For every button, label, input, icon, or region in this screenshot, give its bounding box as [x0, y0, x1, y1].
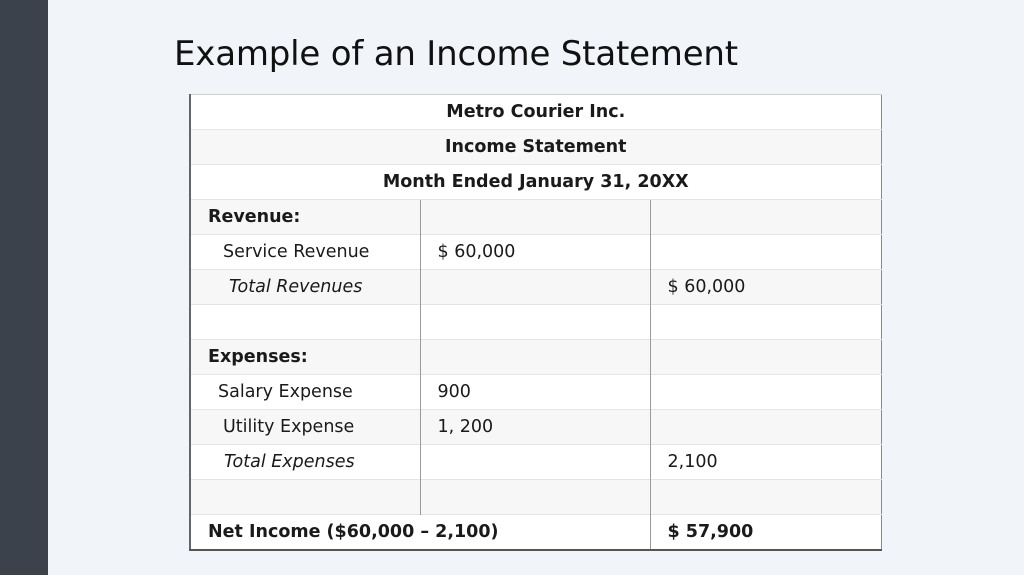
utility-expense-label: Utility Expense — [190, 410, 420, 445]
table-row — [190, 235, 881, 270]
empty-cell — [650, 235, 881, 270]
empty-cell — [190, 480, 420, 515]
empty-cell — [650, 375, 881, 410]
empty-cell — [420, 340, 650, 375]
salary-expense-amount: 900 — [420, 375, 650, 410]
empty-cell — [190, 305, 420, 340]
table-row — [190, 375, 881, 410]
empty-cell — [650, 305, 881, 340]
table-row — [190, 410, 881, 445]
table-row — [190, 445, 881, 480]
table-row — [190, 165, 881, 200]
table-row — [190, 95, 881, 130]
table-row — [190, 515, 881, 550]
net-income-label: Net Income ($60,000 – 2,100) — [190, 515, 650, 550]
service-revenue-label: Service Revenue — [190, 235, 420, 270]
table-row — [190, 130, 881, 165]
expenses-header: Expenses: — [190, 340, 420, 375]
empty-cell — [650, 340, 881, 375]
total-expenses-amount: 2,100 — [650, 445, 881, 480]
total-revenues-amount: $ 60,000 — [650, 270, 881, 305]
income-statement-table — [189, 94, 882, 551]
report-period: Month Ended January 31, 20XX — [190, 165, 881, 200]
total-revenues-label: Total Revenues — [190, 270, 420, 305]
report-name: Income Statement — [190, 130, 881, 165]
empty-cell — [650, 410, 881, 445]
total-expenses-label: Total Expenses — [190, 445, 420, 480]
empty-cell — [420, 305, 650, 340]
table-row — [190, 270, 881, 305]
empty-cell — [420, 200, 650, 235]
revenue-header: Revenue: — [190, 200, 420, 235]
net-income-amount: $ 57,900 — [650, 515, 881, 550]
slide-title: Example of an Income Statement — [174, 34, 738, 74]
empty-cell — [420, 480, 650, 515]
table-row — [190, 200, 881, 235]
table-row — [190, 305, 881, 340]
empty-cell — [420, 270, 650, 305]
table-row — [190, 480, 881, 515]
side-accent-bar — [0, 0, 48, 575]
company-name: Metro Courier Inc. — [190, 95, 881, 130]
utility-expense-amount: 1, 200 — [420, 410, 650, 445]
empty-cell — [650, 200, 881, 235]
empty-cell — [420, 445, 650, 480]
salary-expense-label: Salary Expense — [190, 375, 420, 410]
table-row — [190, 340, 881, 375]
empty-cell — [650, 480, 881, 515]
service-revenue-amount: $ 60,000 — [420, 235, 650, 270]
